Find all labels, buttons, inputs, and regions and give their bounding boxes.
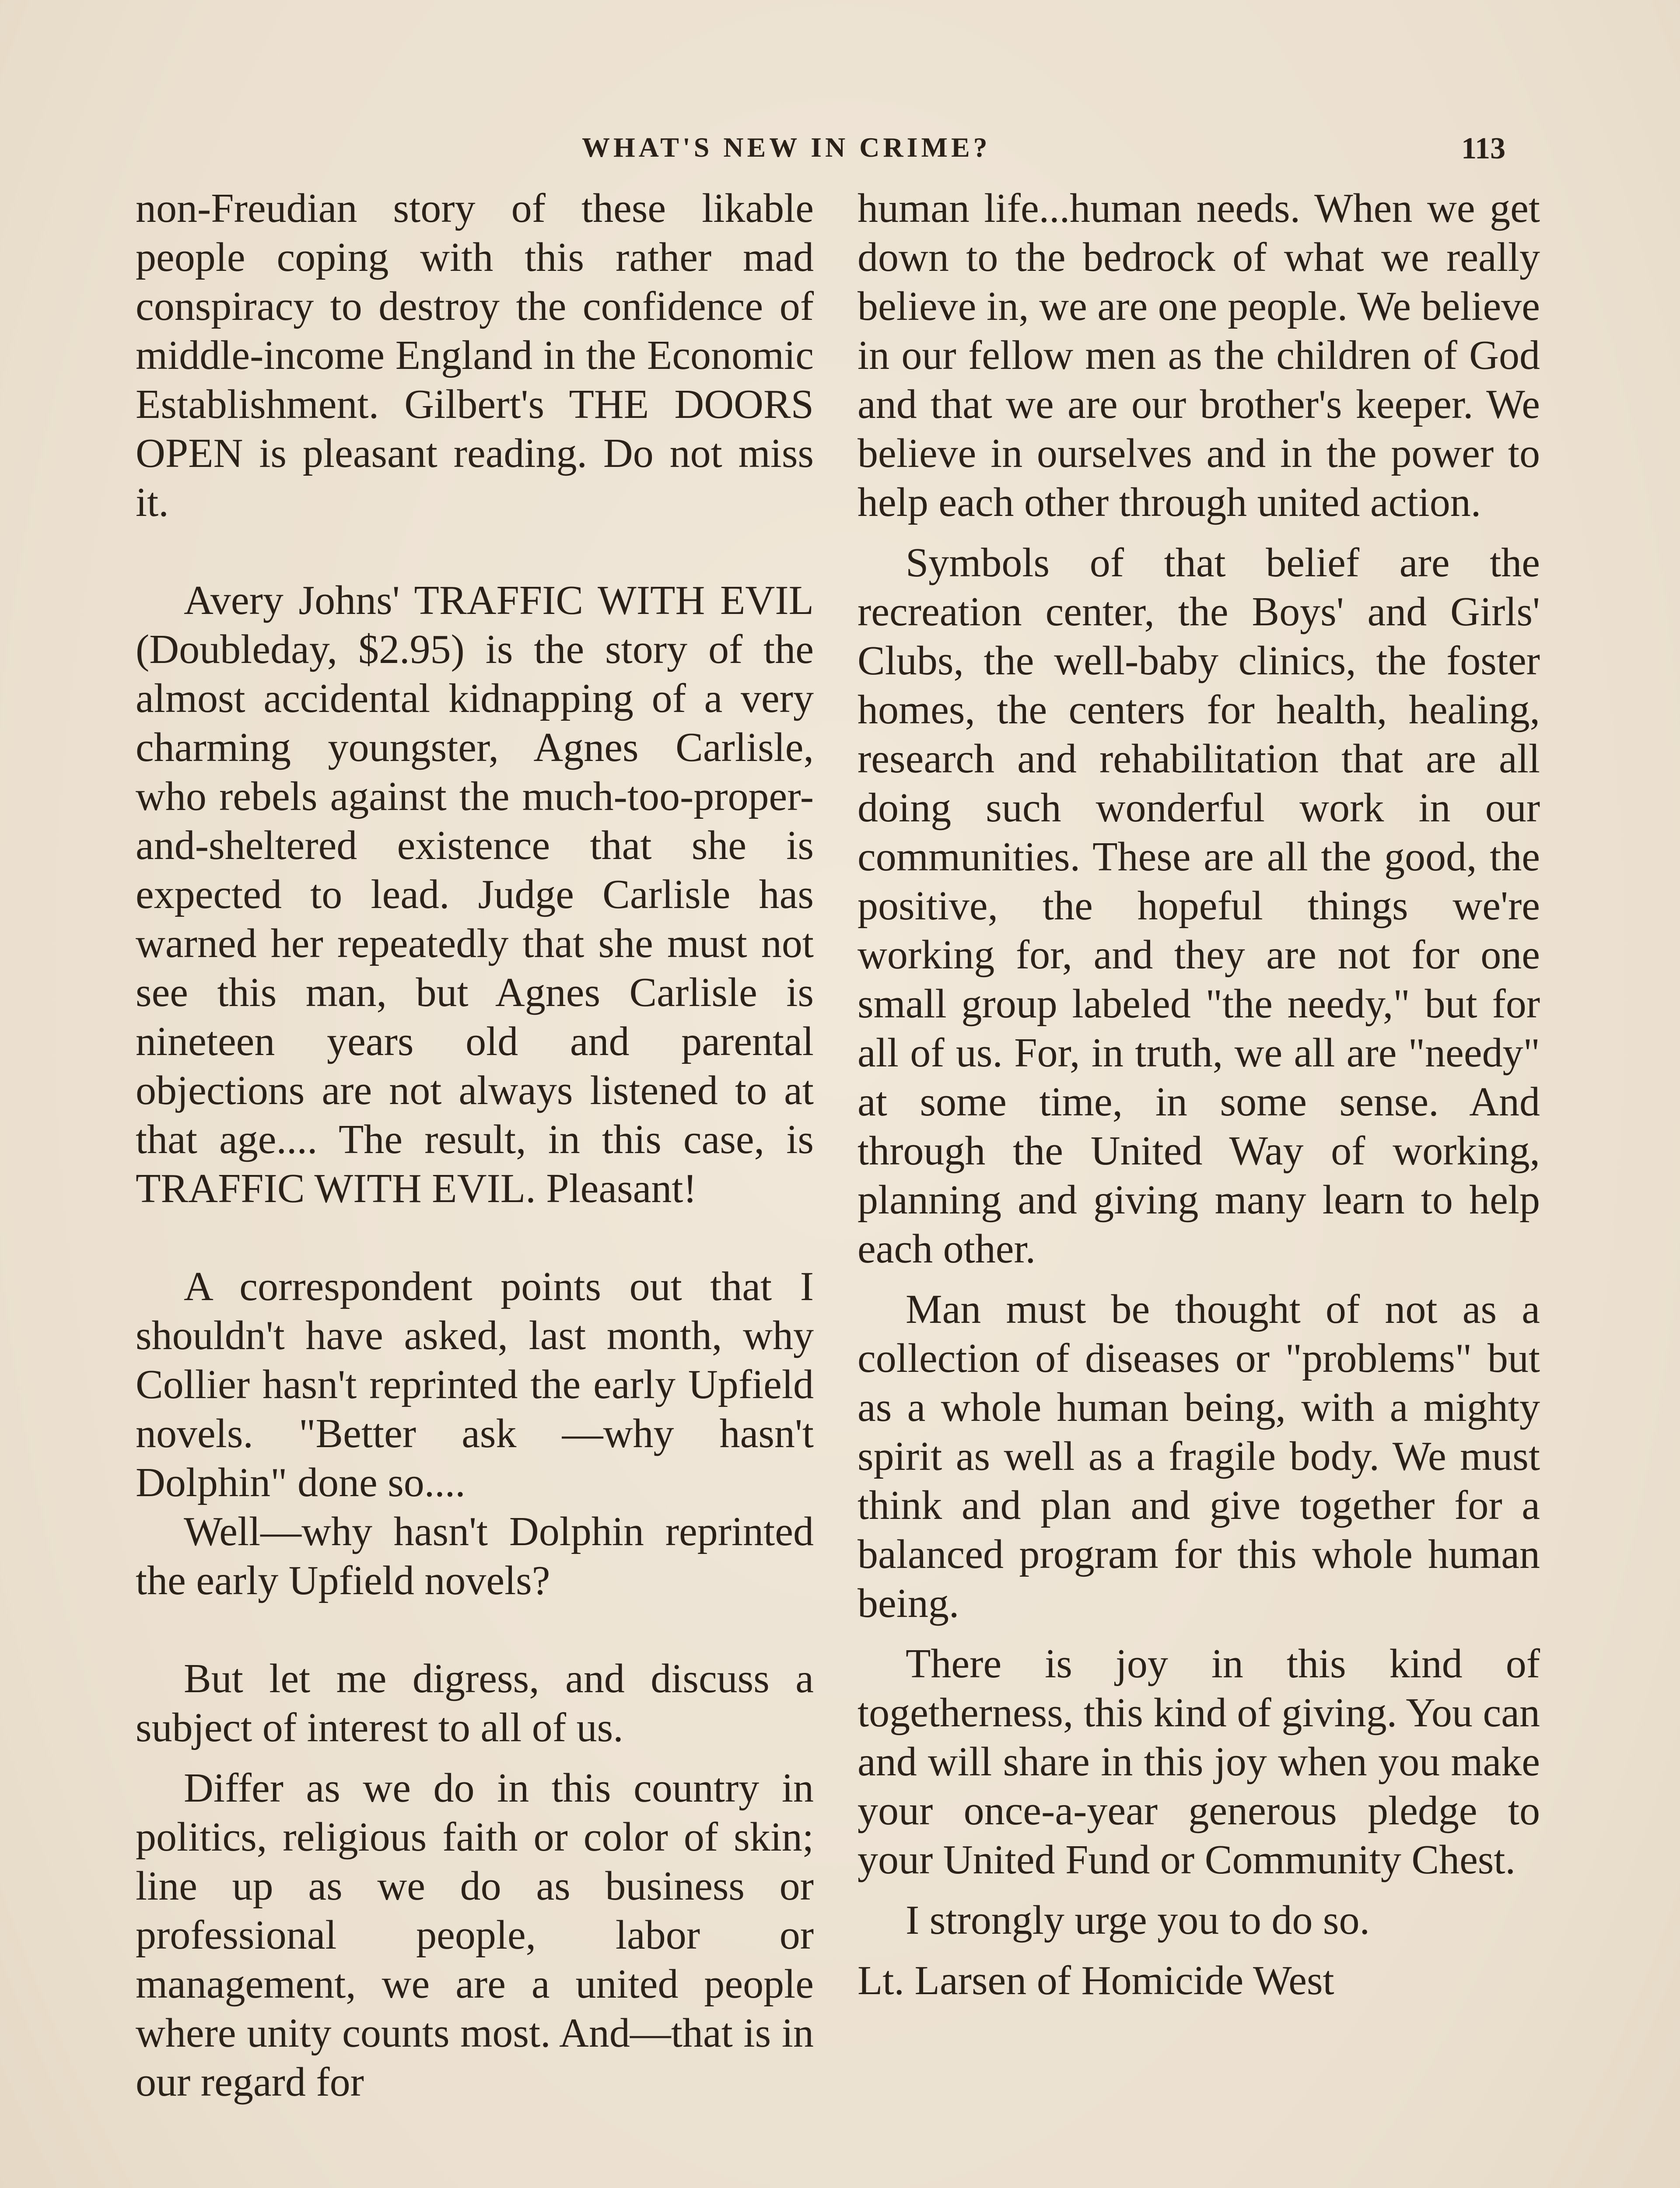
paragraph: non-Freudian story of these likable people coping with this rather mad conspiracy to destroy the confidence of middle-income England in the Economic Establishment. Gilbert's THE DOORS OPEN is pleasant reading. Do not miss it. — [136, 186, 814, 525]
right-column — [858, 184, 1540, 2005]
paragraph: There is joy in this kind of togetherness, this kind of giving. You can and will share in this joy when you make your once-a-year generous pledge to your United Fund or Community Chest. — [858, 1641, 1540, 1883]
paragraph: human life...human needs. When we get down to the bedrock of what we really believe in, we are one people. We believe in our fellow men as the children of God and that we are our brother's keeper. We believe in ourselves and in the power to help each other through united action. — [858, 186, 1540, 525]
page-number: 113 — [1461, 132, 1506, 165]
paragraph: A correspondent points out that I shouldn't have asked, last month, why Collier hasn't reprinted the early Upfield novels. "Better ask —why hasn't Dolphin" done so.... — [136, 1264, 814, 1505]
running-head: WHAT'S NEW IN CRIME? — [582, 132, 991, 163]
paragraph: Well—why hasn't Dolphin reprinted the early Upfield novels? — [136, 1509, 814, 1603]
paragraph: Man must be thought of not as a collection of diseases or "problems" but as a whole human being, with a mighty spirit as well as a fragile body. We must think and plan and give together for a balanced program for this whole human being. — [858, 1287, 1540, 1626]
paragraph: Avery Johns' TRAFFIC WITH EVIL (Doubleday, $2.95) is the story of the almost accidental kidnapping of a very charming youngster, Agnes Carlisle, who rebels against the much-too-proper-and-sheltered existence that she is expected to lead. Judge Carlisle has warned her repeatedly that she must not see this man, but Agnes Carlisle is nineteen years old and parental objections are not always listened to at that age.... The result, in this case, is TRAFFIC WITH EVIL. Pleasant! — [136, 578, 814, 1211]
paragraph: Symbols of that belief are the recreation center, the Boys' and Girls' Clubs, the well-baby clinics, the foster homes, the centers for health, healing, research and rehabilitation that are all doing such wonderful work in our communities. These are all the good, the positive, the hopeful things we're working for, and they are not for one small group labeled "the needy," but for all of us. For, in truth, we all are "needy" at some time, in some sense. And through the United Way of working, planning and giving many learn to help each other. — [858, 540, 1540, 1272]
paragraph: But let me digress, and discuss a subject of interest to all of us. — [136, 1656, 814, 1750]
left-column — [136, 184, 814, 2107]
paragraph: Differ as we do in this country in politics, religious faith or color of skin; line up as we do as business or professional people, labor or management, we are a united people where unity counts most. And—that is in our regard for — [136, 1765, 814, 2105]
signature: Lt. Larsen of Homicide West — [858, 1958, 1334, 2003]
paragraph: I strongly urge you to do so. — [906, 1897, 1370, 1943]
